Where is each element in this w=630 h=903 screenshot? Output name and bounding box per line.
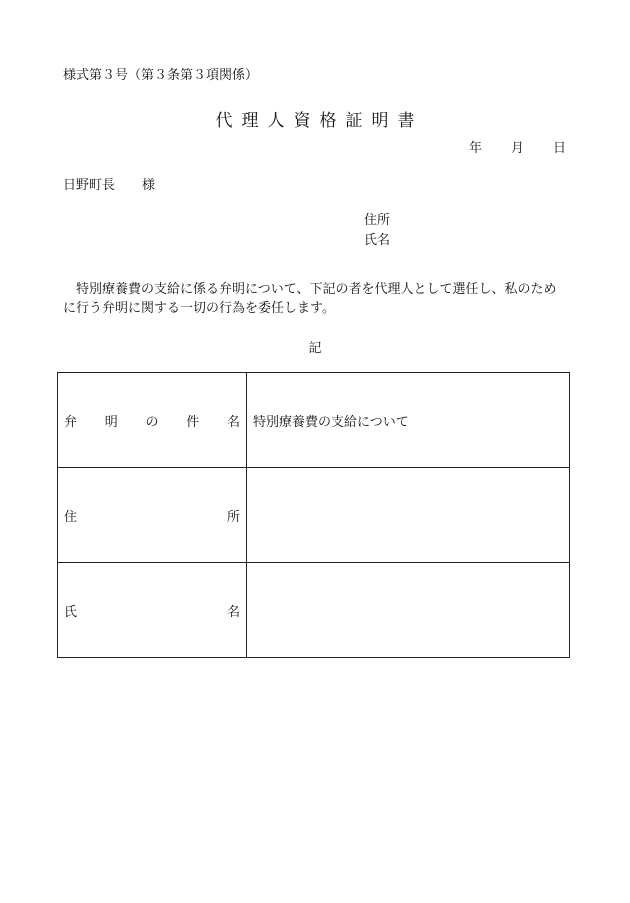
table-row-case-name [58, 373, 570, 468]
ki-label: 記 [308, 341, 322, 356]
label-char: 名 [226, 604, 240, 620]
date-year-label: 年 [468, 141, 482, 156]
case-name-label [58, 373, 247, 468]
date-day-label: 日 [552, 141, 566, 156]
label-char: 名 [226, 414, 240, 430]
applicant-address-label: 住所 [364, 213, 391, 228]
name-value [247, 563, 570, 658]
body-text: 特別療養費の支給に係る弁明について、下記の者を代理人として選任し、私のために行う弁明に関する一切の行為を委任します。 [63, 282, 557, 316]
addressee-honorific: 様 [142, 178, 156, 193]
date-line [469, 137, 566, 156]
address-value [247, 468, 570, 563]
table-row-name [58, 563, 570, 658]
label-char: 明 [104, 414, 118, 430]
document-title: 代理人資格証明書 [215, 111, 424, 131]
table-row-address [58, 468, 570, 563]
address-label [58, 468, 247, 563]
addressee-name: 日野町長 [63, 178, 116, 193]
label-char: 住 [64, 509, 78, 525]
label-char: 氏 [64, 604, 78, 620]
addressee [63, 174, 155, 193]
name-label [58, 563, 247, 658]
label-char: 所 [226, 509, 240, 525]
case-name-value: 特別療養費の支給について [247, 373, 570, 468]
detail-table [57, 372, 570, 658]
applicant-name-label: 氏名 [364, 233, 391, 248]
label-char: の [145, 414, 159, 430]
label-char: 件 [186, 414, 200, 430]
date-month-label: 月 [510, 141, 524, 156]
label-char: 弁 [64, 414, 78, 430]
form-number: 様式第３号（第３条第３項関係） [63, 68, 259, 83]
